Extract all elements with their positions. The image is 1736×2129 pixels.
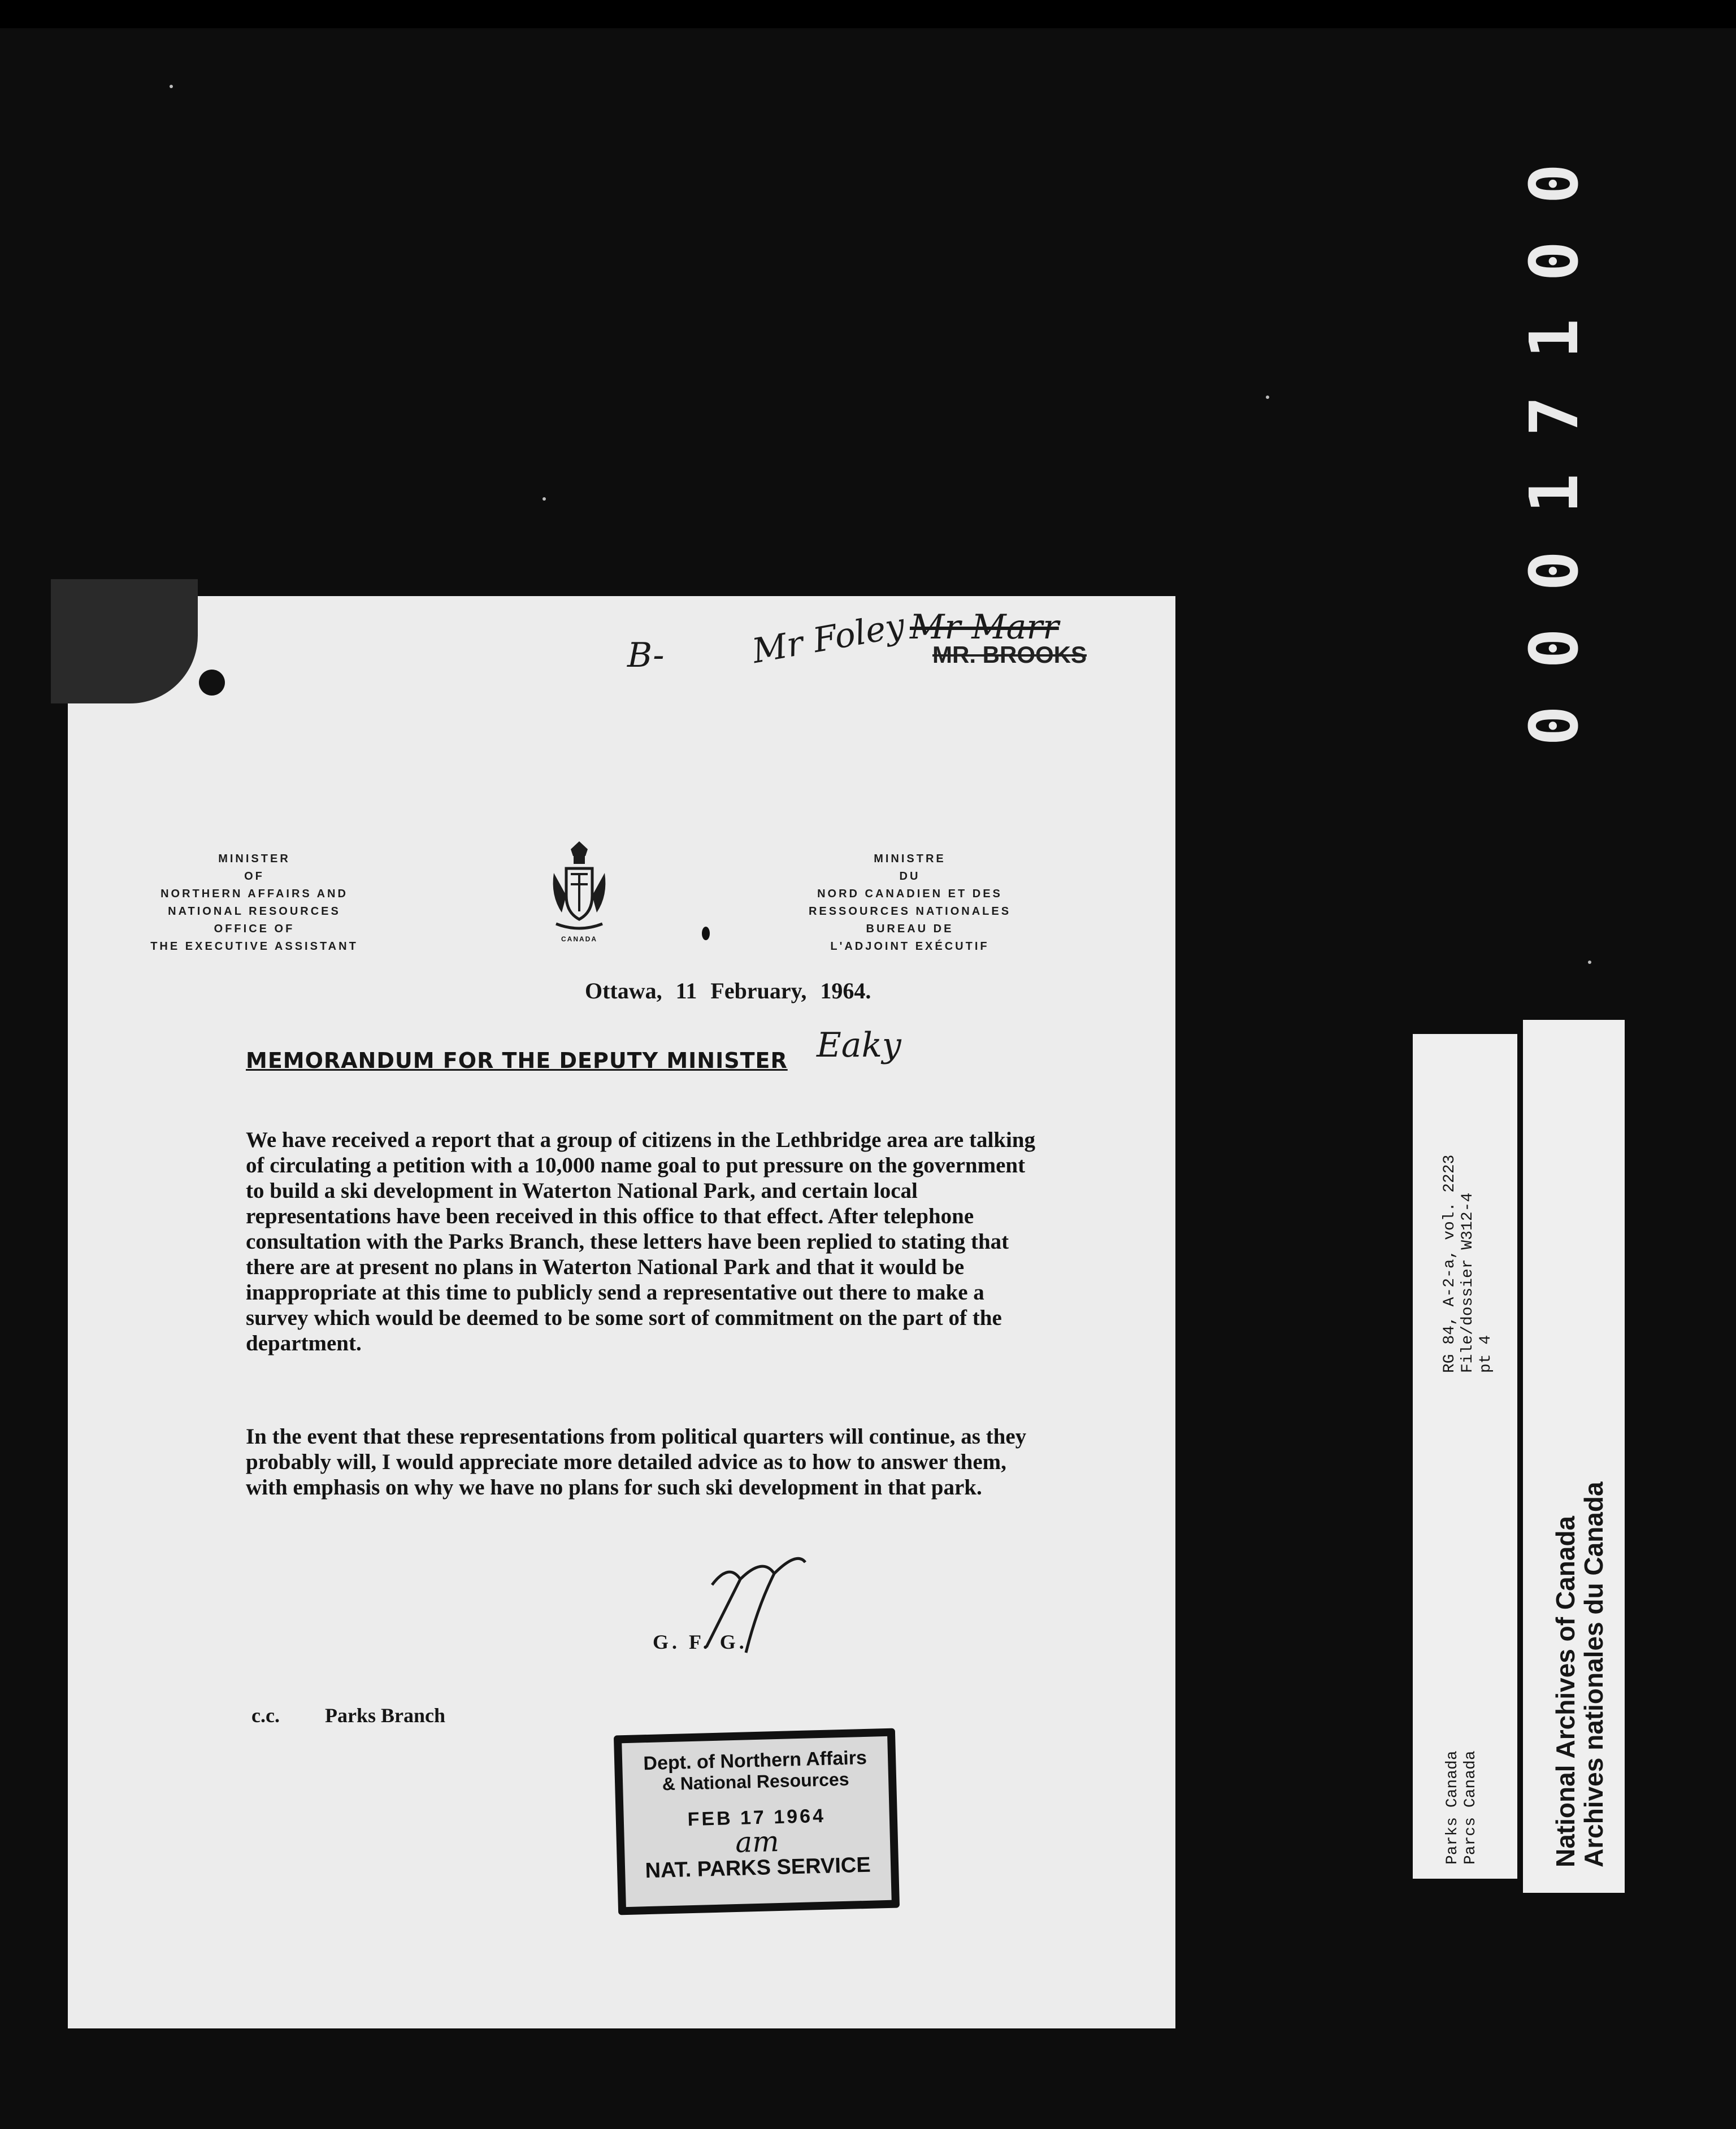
- letterhead-line: NORTHERN AFFAIRS AND: [160, 888, 348, 900]
- film-speck: [1266, 396, 1269, 399]
- letterhead-line: BUREAU DE: [866, 923, 954, 935]
- stamp-line-2: & National Resources: [662, 1769, 849, 1795]
- routing-mark-b: B-: [627, 636, 665, 675]
- memo-paragraph-2: In the event that these representations from political quarters will continue, as they probably will, I would appreciate more detailed advice as to how to answer them, with emphasis on why we have no plans for such ski development in that park.: [246, 1424, 1027, 1500]
- film-speck: [170, 85, 173, 88]
- letterhead-line: MINISTER: [218, 853, 290, 865]
- archive-institution-label: [1523, 1020, 1625, 1893]
- file-ref-line: pt 4: [1477, 1335, 1495, 1373]
- nac-line: Archives nationales du Canada: [1579, 1481, 1608, 1867]
- received-stamp: [614, 1728, 900, 1915]
- routing-name-marr: Mr Marr: [910, 607, 1059, 647]
- ink-blot: [199, 670, 225, 696]
- ink-blot: [702, 927, 710, 940]
- letterhead-line: NORD CANADIEN ET DES: [817, 888, 1002, 900]
- parks-line: Parks Canada: [1444, 1750, 1461, 1865]
- letterhead-line: NATIONAL RESOURCES: [168, 905, 341, 918]
- letterhead-line: OF: [244, 870, 264, 883]
- heading-handwritten-initials: Eaky: [817, 1026, 901, 1065]
- archive-file-reference: [1441, 1057, 1495, 1373]
- stamp-line-1: Dept. of Northern Affairs: [643, 1746, 867, 1775]
- film-border: [0, 0, 1736, 28]
- stamp-service: NAT. PARKS SERVICE: [645, 1853, 871, 1883]
- letterhead-line: OFFICE OF: [214, 923, 295, 935]
- stamp-date: FEB 17 1964: [687, 1805, 826, 1831]
- letterhead-english: [119, 850, 390, 955]
- signature-initials: G. F. G.: [653, 1631, 748, 1653]
- letterhead-line: RESSOURCES NATIONALES: [808, 905, 1012, 918]
- routing-name-brooks: MR. BROOKS: [932, 641, 1087, 668]
- letterhead-line: L'ADJOINT EXÉCUTIF: [830, 940, 989, 953]
- film-speck: [542, 497, 546, 501]
- routing-name-foley: Mr Foley: [749, 605, 908, 672]
- archive-institution-name: [1551, 1302, 1608, 1867]
- letterhead-line: DU: [899, 870, 921, 883]
- memo-page: [68, 596, 1175, 2028]
- canada-coat-of-arms-icon: [548, 839, 610, 935]
- file-ref-line: File/dossier W312-4: [1459, 1192, 1477, 1373]
- archive-parks-label: [1444, 1678, 1480, 1865]
- page-corner-shadow: [51, 579, 198, 703]
- cc-label: c.c.: [251, 1704, 280, 1727]
- nac-line: National Archives of Canada: [1551, 1515, 1580, 1867]
- archive-file-label: [1413, 1034, 1517, 1879]
- crest-label: CANADA: [561, 935, 597, 943]
- letterhead-line: THE EXECUTIVE ASSISTANT: [150, 940, 358, 953]
- file-ref-line: RG 84, A-2-a, vol. 2223: [1441, 1154, 1459, 1373]
- film-frame-number: 00017100: [1515, 126, 1593, 746]
- film-speck: [1588, 961, 1591, 964]
- letterhead-french: [774, 850, 1045, 955]
- cc-recipient: Parks Branch: [325, 1704, 446, 1727]
- memo-heading: MEMORANDUM FOR THE DEPUTY MINISTER: [246, 1048, 788, 1073]
- memo-dateline: Ottawa, 11 February, 1964.: [585, 978, 871, 1003]
- stamp-handwritten: am: [735, 1824, 780, 1859]
- letterhead-line: MINISTRE: [874, 853, 946, 865]
- memo-paragraph-1: We have received a report that a group of citizens in the Lethbridge area are talking of circulating a petition with a 10,000 name goal to put pressure on the government to build a ski development in Waterton National Park, and certain local representations have been received in this office to that effect. After telephone consultation with the Parks Branch, these letters have been replied to stating that there are at present no plans in Waterton National Park and that it would be inappropriate at this time to publicly send a representative out there to make a survey which would be deemed to be some sort of commitment on the part of the department.: [246, 1128, 1035, 1355]
- parks-line: Parcs Canada: [1462, 1750, 1479, 1865]
